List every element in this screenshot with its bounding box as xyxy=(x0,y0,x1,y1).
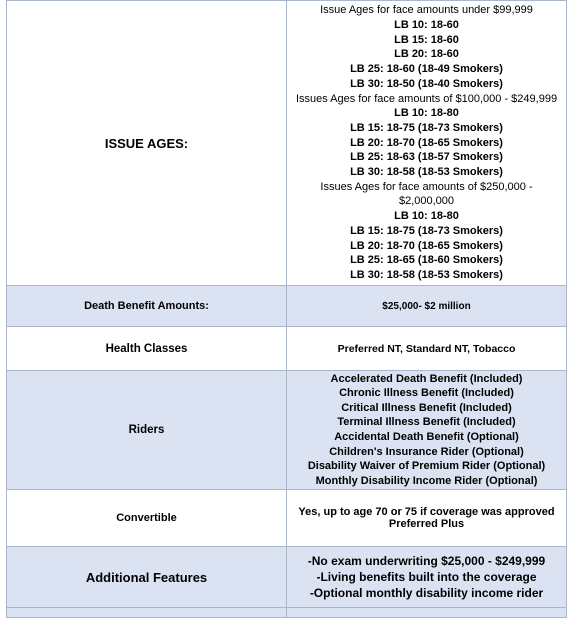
riders-line-text: Accidental Death Benefit (Optional) xyxy=(334,431,519,443)
riders-line-text: Chronic Illness Benefit (Included) xyxy=(339,387,514,400)
riders-line xyxy=(287,372,566,387)
additional-features-label: Additional Features xyxy=(7,547,287,608)
issue-ages-line-text: $2,000,000 xyxy=(398,195,455,208)
additional-features-line xyxy=(287,553,566,569)
issue-ages-line-text: LB 20: 18-60 xyxy=(394,48,459,61)
additional-features-line-text: -Living benefits built into the coverage xyxy=(316,570,537,584)
riders-values xyxy=(287,371,567,490)
death-benefit-row xyxy=(7,286,567,327)
issue-ages-line-text: LB 15: 18-75 (18-73 Smokers) xyxy=(350,121,503,134)
additional-features-line xyxy=(287,569,566,585)
issue-ages-label: ISSUE AGES: xyxy=(7,1,287,286)
issue-ages-line xyxy=(287,209,566,224)
additional-features-row xyxy=(7,547,567,608)
issue-ages-line-text: LB 25: 18-63 (18-57 Smokers) xyxy=(350,151,503,164)
table-continuation-row xyxy=(7,608,567,618)
issue-ages-line-text: LB 30: 18-50 (18-40 Smokers) xyxy=(350,77,503,90)
issue-ages-line-text: LB 25: 18-60 (18-49 Smokers) xyxy=(350,63,503,76)
riders-line-text: Accelerated Death Benefit (Included) xyxy=(330,372,523,385)
riders-line xyxy=(287,401,566,416)
continuation-cell-right xyxy=(287,608,567,618)
additional-features-line-text: -No exam underwriting $25,000 - $249,999 xyxy=(307,554,546,568)
additional-features-line xyxy=(287,585,566,601)
convertible-line-text: Yes, up to age 70 or 75 if coverage was approved xyxy=(298,505,555,518)
issue-ages-line xyxy=(287,33,566,48)
issue-ages-line xyxy=(287,77,566,92)
additional-features-values xyxy=(287,547,567,608)
issue-ages-line xyxy=(287,106,566,121)
convertible-line xyxy=(287,518,566,531)
issue-ages-line xyxy=(287,62,566,77)
convertible-row xyxy=(7,490,567,547)
issue-ages-line-text: Issue Ages for face amounts under $99,999 xyxy=(320,4,533,17)
continuation-cell-left xyxy=(7,608,287,618)
issue-ages-line-text: LB 10: 18-60 xyxy=(394,19,459,32)
health-classes-label: Health Classes xyxy=(7,327,287,371)
convertible-line-text: Preferred Plus xyxy=(388,518,465,530)
riders-label: Riders xyxy=(7,371,287,490)
additional-features-line-text: -Optional monthly disability income rider xyxy=(309,586,544,600)
issue-ages-line xyxy=(287,18,566,33)
issue-ages-line xyxy=(287,268,566,283)
death-benefit-label: Death Benefit Amounts: xyxy=(7,286,287,327)
riders-line xyxy=(287,386,566,401)
riders-line xyxy=(287,474,566,489)
issue-ages-line xyxy=(287,150,566,165)
issue-ages-line xyxy=(287,92,566,107)
issue-ages-line xyxy=(287,165,566,180)
issue-ages-line xyxy=(287,121,566,136)
health-classes-value: Preferred NT, Standard NT, Tobacco xyxy=(287,327,567,371)
issue-ages-line xyxy=(287,194,566,209)
riders-line xyxy=(287,445,566,460)
issue-ages-line-text: Issues Ages for face amounts of $100,000 - $249,999 xyxy=(295,92,558,105)
issue-ages-line-text: LB 15: 18-75 (18-73 Smokers) xyxy=(350,224,503,237)
issue-ages-line-text: LB 25: 18-65 (18-60 Smokers) xyxy=(350,254,503,267)
health-classes-row xyxy=(7,327,567,371)
convertible-line xyxy=(287,506,566,519)
issue-ages-line-text: Issues Ages for face amounts of $250,000 - xyxy=(320,180,533,193)
issue-ages-line-text: LB 20: 18-70 (18-65 Smokers) xyxy=(350,136,503,149)
riders-line xyxy=(287,430,566,445)
riders-line-text: Critical Illness Benefit (Included) xyxy=(341,401,512,414)
convertible-label: Convertible xyxy=(7,490,287,547)
issue-ages-line xyxy=(287,47,566,62)
riders-line-suffix: (Optional) xyxy=(485,474,538,487)
riders-line xyxy=(287,415,566,430)
issue-ages-line xyxy=(287,253,566,268)
riders-line xyxy=(287,459,566,474)
issue-ages-line xyxy=(287,224,566,239)
issue-ages-line-text: LB 20: 18-70 (18-65 Smokers) xyxy=(350,239,503,252)
riders-line-text: Monthly Disability Income Rider xyxy=(315,474,483,487)
riders-line-text: Children's Insurance Rider (Optional) xyxy=(329,445,524,458)
issue-ages-line xyxy=(287,3,566,18)
issue-ages-line xyxy=(287,239,566,254)
product-spec-table xyxy=(6,0,567,618)
issue-ages-line-text: LB 30: 18-58 (18-53 Smokers) xyxy=(350,166,503,179)
issue-ages-values xyxy=(287,1,567,286)
issue-ages-row xyxy=(7,1,567,286)
issue-ages-line xyxy=(287,180,566,195)
riders-row xyxy=(7,371,567,490)
issue-ages-line-text: LB 10: 18-80 xyxy=(394,107,459,120)
issue-ages-line-text: LB 10: 18-80 xyxy=(394,210,459,223)
convertible-values xyxy=(287,490,567,547)
riders-line-text: Disability Waiver of Premium Rider (Optional) xyxy=(307,460,546,473)
riders-line-text: Terminal Illness Benefit (Included) xyxy=(337,416,516,429)
issue-ages-line-text: LB 15: 18-60 xyxy=(394,33,459,46)
issue-ages-line-text: LB 30: 18-58 (18-53 Smokers) xyxy=(350,268,503,281)
issue-ages-line xyxy=(287,136,566,151)
death-benefit-value: $25,000- $2 million xyxy=(287,286,567,327)
